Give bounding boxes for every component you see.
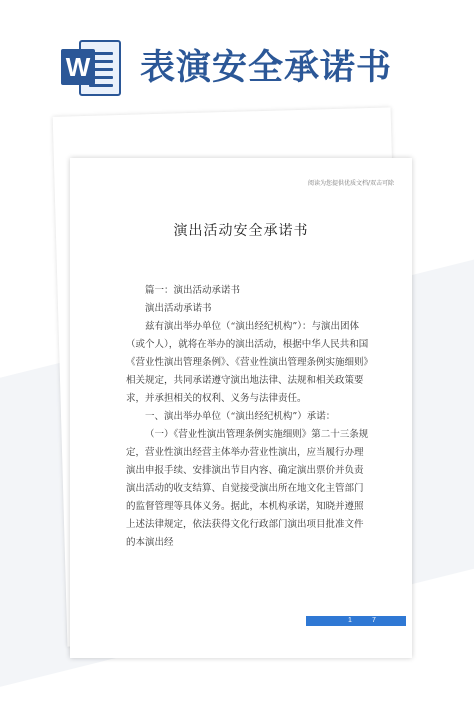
page-number: 1 <box>348 617 352 624</box>
page-top-note: 阅读为您提供优质文档/双击可除 <box>307 180 394 187</box>
word-document-icon <box>61 36 123 98</box>
body-paragraph: 一、演出举办单位（“演出经纪机构”）承诺： <box>145 411 336 422</box>
document-type-title: 表演安全承诺书 <box>140 48 393 88</box>
page-counter-bar <box>306 616 406 626</box>
page-body <box>126 282 372 552</box>
header <box>0 0 474 110</box>
document-page <box>70 158 412 658</box>
word-icon-badge: W <box>61 49 95 85</box>
page-total: 7 <box>372 617 376 624</box>
sub-heading: 演出活动承诺书 <box>145 303 212 314</box>
body-paragraph: （一）《营业性演出管理条例实施细则》第二十三条规定，营业性演出经营主体举办营业性演出，应当履行办理演出申报手续、安排演出节目内容、确定演出票价并负责演出活动的收支结算、自觉接受演出所在地文化主管部门的监督管理等具体义务。据此，本机构承诺，知晓并遵照上述法律规定，依法获得文化行政部门演出项目批准文件的本演出经 <box>126 429 369 548</box>
section-heading: 篇一：演出活动承诺书 <box>145 285 241 296</box>
document-preview <box>60 112 418 664</box>
page-title: 演出活动安全承诺书 <box>173 223 309 239</box>
body-paragraph: 兹有演出举办单位（“演出经纪机构”）：与演出团体（或个人），就将在举办的演出活动，根据中华人民共和国《营业性演出管理条例》、《营业性演出管理条例实施细则》相关规定，共同承诺遵守演出地法律、法规和相关政策要求，并承担相关的权利、义务与法律责任。 <box>126 321 369 404</box>
